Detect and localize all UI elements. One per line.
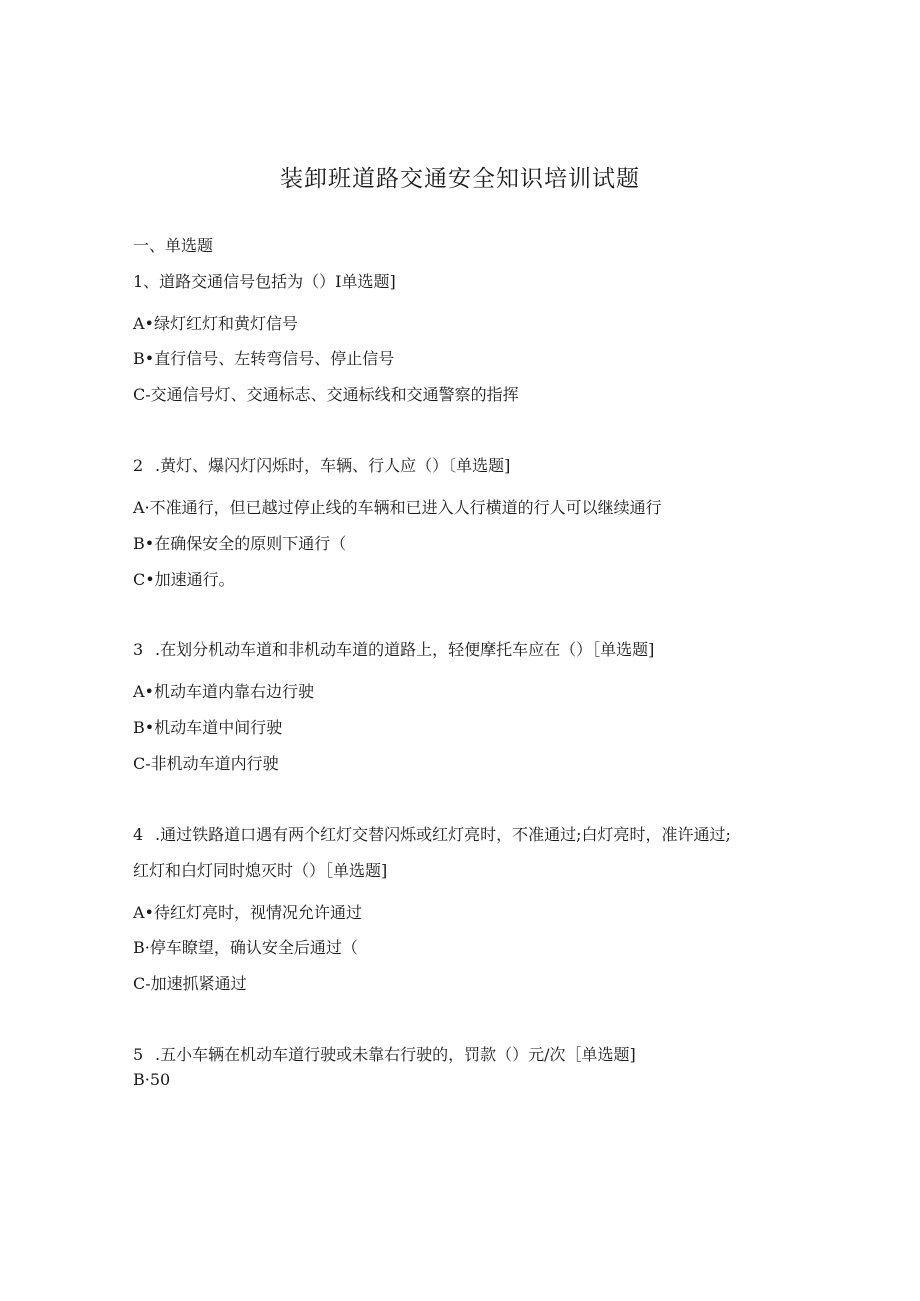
question-3-option-c: C-非机动车道内行驶 xyxy=(133,754,279,773)
question-5-option-b: B·50 xyxy=(133,1070,171,1089)
question-2-option-c: C•加速通行。 xyxy=(133,570,235,589)
question-3-text: .在划分机动车道和非机动车道的道路上，轻便摩托车应在（）［单选题] xyxy=(155,640,655,659)
question-1-option-c: C-交通信号灯、交通标志、交通标线和交通警察的指挥 xyxy=(133,385,519,404)
question-3-option-a: A•机动车道内靠右边行驶 xyxy=(133,682,314,701)
question-1-option-a: A•绿灯红灯和黄灯信号 xyxy=(133,314,298,333)
question-2-option-b: B•在确保安全的原则下通行（ xyxy=(133,534,347,553)
question-2-stem xyxy=(133,456,510,476)
question-5-number: 5 xyxy=(133,1045,144,1064)
question-5-text: .五小车辆在机动车道行驶或未靠右行驶的，罚款（）元/次［单选题] xyxy=(155,1045,636,1064)
question-5-stem xyxy=(133,1045,636,1065)
question-3-number: 3 xyxy=(133,640,144,659)
question-2-text: .黄灯、爆闪灯闪烁时，车辆、行人应（）〔单选题] xyxy=(155,456,511,475)
question-1-option-b: B•直行信号、左转弯信号、停止信号 xyxy=(133,349,395,368)
question-4-number: 4 xyxy=(133,825,144,844)
section-heading: 一、单选题 xyxy=(133,236,214,255)
question-4-option-b: B·停车瞭望，确认安全后通过（ xyxy=(133,938,358,957)
question-4-stem xyxy=(133,825,731,845)
question-2-option-a: A·不准通行，但已越过停止线的车辆和已进入人行横道的行人可以继续通行 xyxy=(133,498,662,517)
question-3-option-b: B•机动车道中间行驶 xyxy=(133,718,283,737)
question-4-option-c: C-加速抓紧通过 xyxy=(133,974,247,993)
question-2-number: 2 xyxy=(133,456,144,475)
question-4-text: .通过铁路道口遇有两个红灯交替闪烁或红灯亮时，不准通过;白灯亮时，准许通过; xyxy=(155,825,731,844)
question-4-option-a: A•待红灯亮时，视情况允许通过 xyxy=(133,903,362,922)
question-1-stem: 1、道路交通信号包括为（）I单选题] xyxy=(133,272,396,291)
page-title: 装卸班道路交通安全知识培训试题 xyxy=(280,166,640,192)
question-3-stem xyxy=(133,640,654,660)
question-4-stem-continued: 红灯和白灯同时熄灭时（）［单选题] xyxy=(133,861,388,880)
